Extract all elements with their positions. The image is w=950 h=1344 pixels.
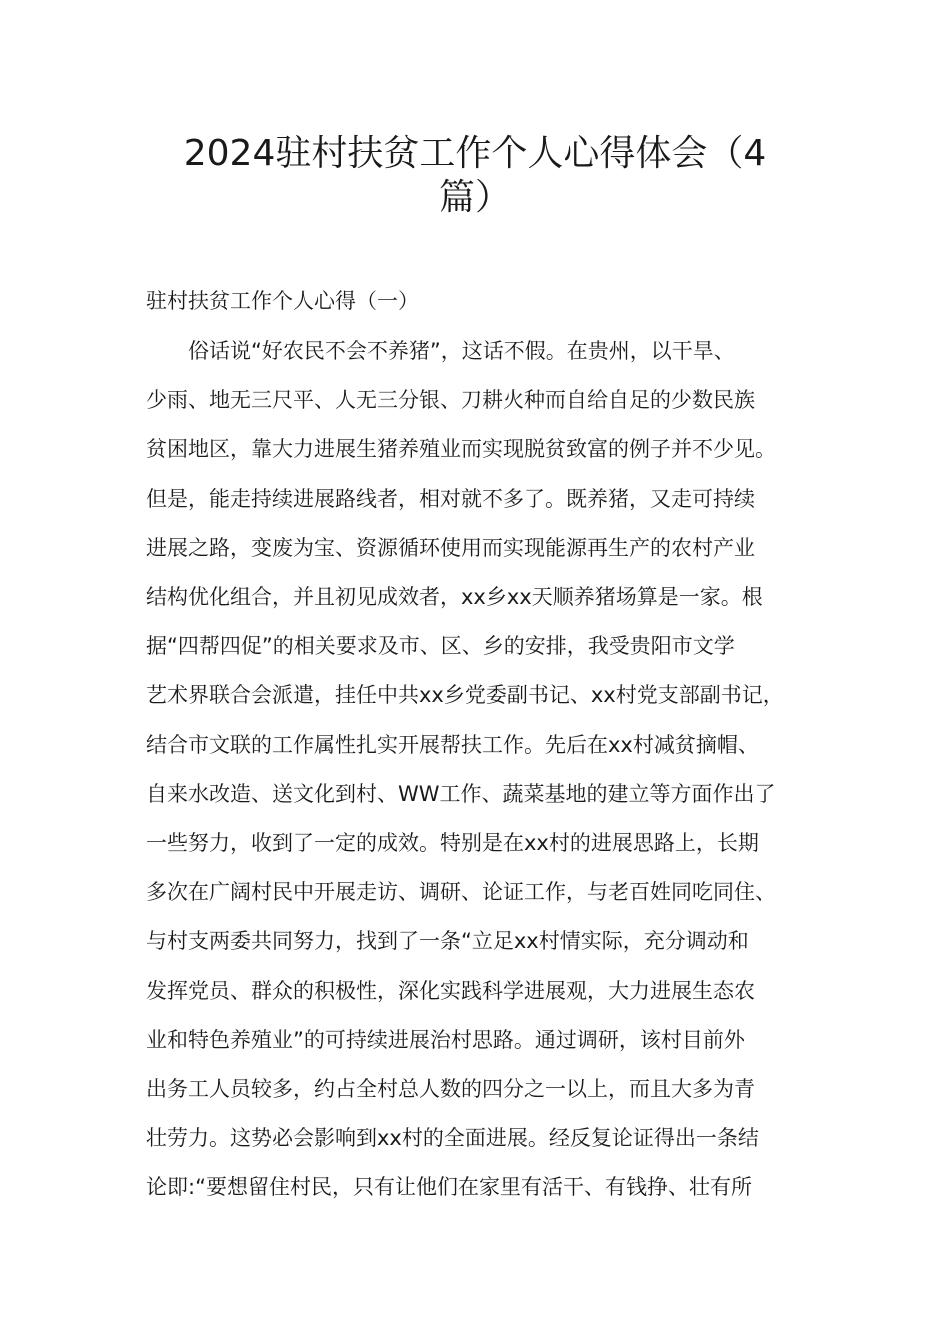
document-title-line-1: 2024驻村扶贫工作个人心得体会（4 — [183, 133, 767, 174]
document-title-line-2: 篇） — [438, 177, 511, 218]
body-text-line: 进展之路，变废为宝、资源循环使用而实现能源再生产的农村产业 — [146, 535, 755, 560]
body-text-line: 俗话说“好农民不会不养猪”，这话不假。在贵州，以干旱、 — [188, 339, 735, 363]
body-text-line: 结合市文联的工作属性扎实开展帮扶工作。先后在xx村减贫摘帽、 — [146, 732, 759, 757]
body-text-line: 出务工人员较多，约占全村总人数的四分之一以上，而且大多为青 — [146, 1077, 755, 1101]
body-text-line: 多次在广阔村民中开展走访、调研、论证工作，与老百姓同吃同住、 — [146, 880, 776, 905]
body-text-line: 业和特色养殖业”的可持续进展治村思路。通过调研，该村目前外 — [146, 1027, 745, 1052]
section-heading: 驻村扶贫工作个人心得（一） — [146, 289, 419, 313]
body-text-line: 贫困地区，靠大力进展生猪养殖业而实现脱贫致富的例子并不少见。 — [146, 437, 776, 462]
body-text-line: 据“四帮四促”的相关要求及市、区、乡的安排，我受贵阳市文学 — [146, 634, 735, 659]
body-text-line: 壮劳力。这势必会影响到xx村的全面进展。经反复论证得出一条结 — [146, 1126, 759, 1151]
body-text-line: 但是，能走持续进展路线者，相对就不多了。既养猪，又走可持续 — [146, 486, 755, 511]
body-text-line: 论即:“要想留住村民，只有让他们在家里有活干、有钱挣、壮有所 — [146, 1175, 752, 1200]
body-text-line: 自来水改造、送文化到村、WW工作、蔬菜基地的建立等方面作出了 — [146, 781, 776, 806]
body-text-line: 发挥党员、群众的积极性，深化实践科学进展观，大力进展生态农 — [146, 978, 755, 1003]
body-text-line: 结构优化组合，并且初见成效者，xx乡xx天顺养猪场算是一家。根 — [146, 585, 763, 609]
body-text-line: 少雨、地无三尺平、人无三分银、刀耕火种而自给自足的少数民族 — [146, 388, 755, 413]
body-text-line: 一些努力，收到了一定的成效。特别是在xx村的进展思路上，长期 — [146, 831, 759, 855]
body-text-line: 与村支两委共同努力，找到了一条“立足xx村情实际，充分调动和 — [146, 929, 749, 954]
body-text-line: 艺术界联合会派遣，挂任中共xx乡党委副书记、xx村党支部副书记， — [146, 683, 784, 708]
